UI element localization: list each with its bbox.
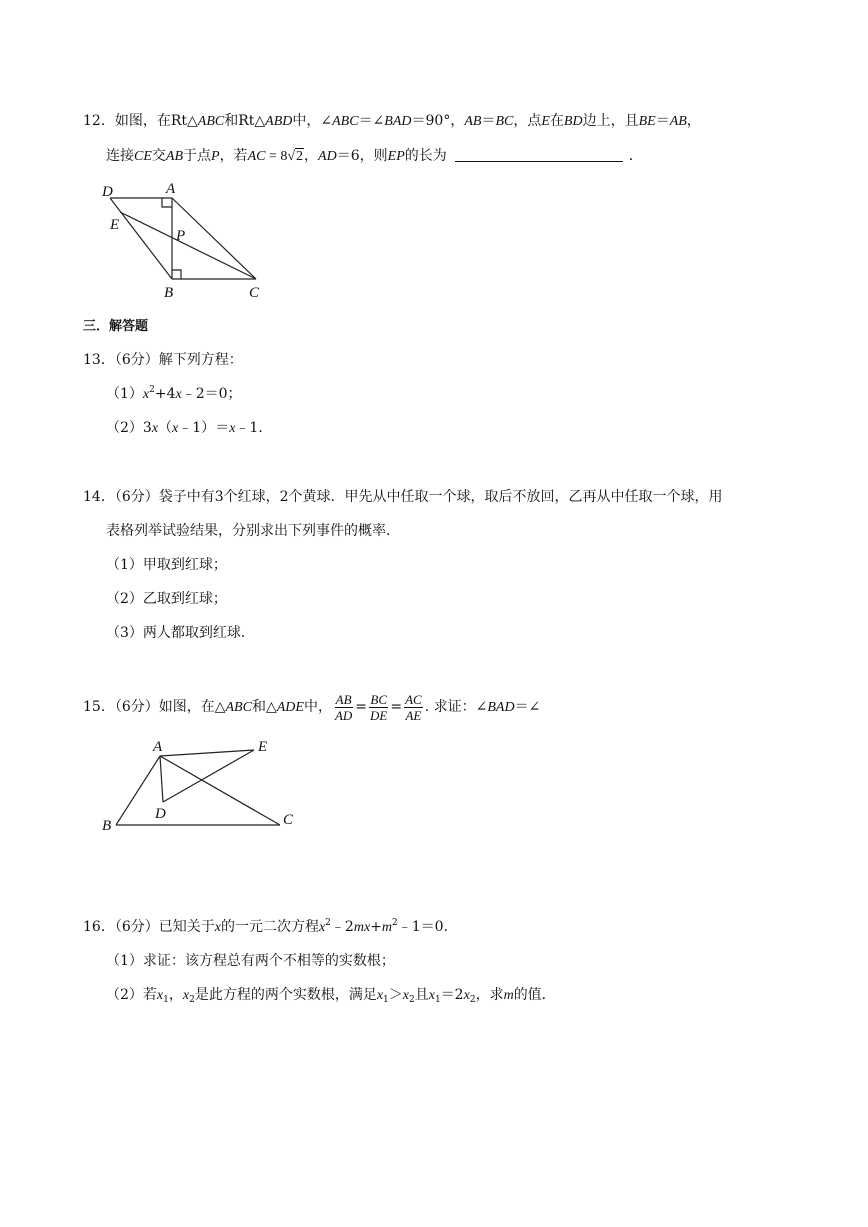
- label-D: D: [155, 806, 166, 822]
- label-A: A: [166, 181, 176, 197]
- q14-sub-1: （1）甲取到红球；: [106, 557, 227, 573]
- q13-sub-2: （2）3x（x﹣1）＝x﹣1．: [106, 420, 273, 436]
- label-C: C: [249, 285, 260, 300]
- q12-figure: [98, 180, 278, 300]
- q14-sub-3: （3）两人都取到红球．: [106, 625, 255, 641]
- q12-line-1: 12．如图，在Rt△ABC和Rt△ABD中，∠ABC＝∠BAD＝90°，AB＝BC，点E在BD边上，且BE＝AB，: [83, 113, 701, 129]
- section-title: 三．解答题: [83, 319, 149, 334]
- q14-sub-2: （2）乙取到红球；: [106, 591, 227, 607]
- q14-line-2: 表格列举试验结果，分别求出下列事件的概率．: [106, 523, 400, 539]
- label-E: E: [110, 217, 120, 233]
- q14-line-1: 14．（6分）袋子中有3个红球，2个黄球．甲先从中任取一个球，取后不放回，乙再从中任取一个球，用: [83, 489, 723, 505]
- q12-line-2: 连接CE交AB于点P，若AC = 8√2，AD＝6，则EP的长为 ．: [106, 148, 643, 164]
- label-A: A: [153, 739, 163, 755]
- label-E: E: [258, 739, 268, 755]
- fraction-ac-ae: $\frac{AC}{AE}$: [405, 691, 422, 723]
- q16-sub-1: （1）求证：该方程总有两个不相等的实数根；: [106, 953, 395, 969]
- q16-sub-2: （2）若$x_1$，$x_2$是此方程的两个实数根，满足$x_1>x_2$且$x_1=2x_2$，求m的值．: [106, 987, 556, 1005]
- q13-title: 13．（6分）解下列方程：: [83, 352, 243, 368]
- q15-line: 15．（6分）如图，在△ABC和△ADE中， $\frac{AB}{AD}$ = $\frac{BC}{DE}$ = $\frac{AC}{AE}$ . 求证：∠BAD＝∠: [83, 691, 541, 723]
- label-D: D: [102, 184, 113, 200]
- q16-line: 16．（6分）已知关于x的一元二次方程$x^2﹣2mx+m^2﹣1=0$．: [83, 918, 458, 935]
- answer-blank: [455, 147, 623, 162]
- label-P: P: [176, 228, 186, 244]
- q13-sub-1: $(1)x^2+4x﹣2=0$；: [106, 385, 242, 402]
- label-B: B: [102, 818, 112, 834]
- fraction-ab-ad: $\frac{AB}{AD}$: [334, 691, 353, 723]
- fraction-bc-de: $\frac{BC}{DE}$: [370, 691, 388, 723]
- label-B: B: [164, 285, 174, 300]
- q15-figure: [97, 736, 307, 836]
- label-C: C: [283, 812, 294, 828]
